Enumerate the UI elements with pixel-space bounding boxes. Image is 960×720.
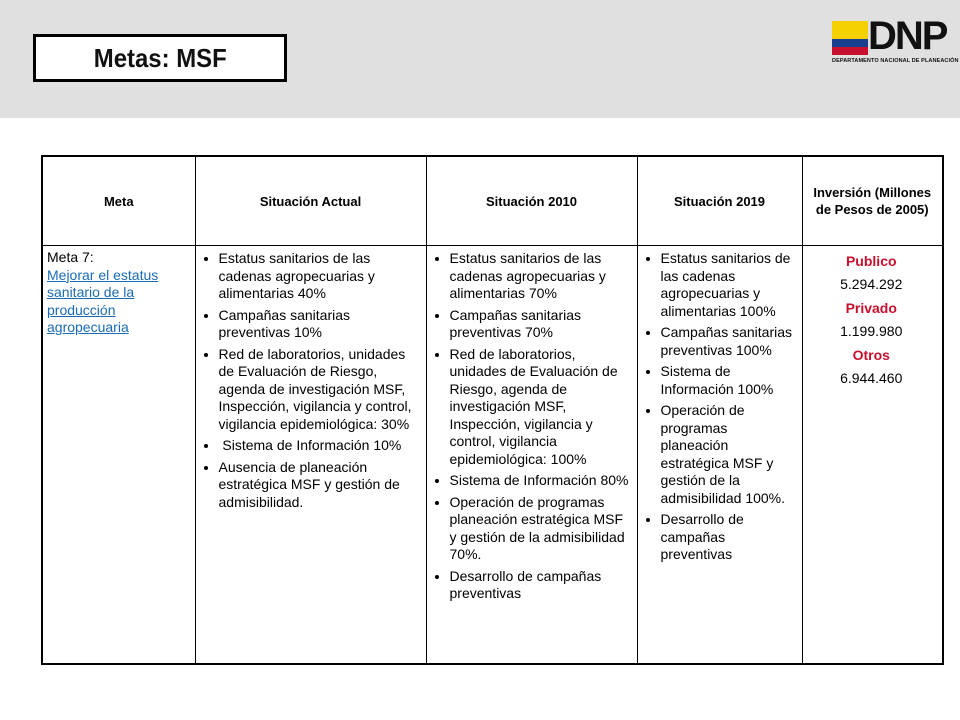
situacion-2019-cell bbox=[637, 246, 802, 665]
column-header-situacion-actual: Situación Actual bbox=[195, 156, 426, 246]
goals-table bbox=[41, 155, 944, 665]
logo-subtitle: DEPARTAMENTO NACIONAL DE PLANEACIÓN bbox=[832, 58, 959, 64]
list-item: • Campañas sanitarias preventivas 10% bbox=[219, 307, 420, 342]
list-item: • Red de laboratorios, unidades de Evaluación de Riesgo, agenda de investigación MSF, Inspección, vigilancia y control, vigilancia epidemiológica: 30% bbox=[219, 346, 420, 434]
list-item: • Estatus sanitarios de las cadenas agropecuarias y alimentarias 70% bbox=[450, 250, 631, 303]
list-item: • Campañas sanitarias preventivas 70% bbox=[450, 307, 631, 342]
column-header-inversion: Inversión (Millones de Pesos de 2005) bbox=[802, 156, 943, 246]
list-item: • Ausencia de planeación estratégica MSF y gestión de admisibilidad. bbox=[219, 459, 420, 512]
inversion-value-publico: 5.294.292 bbox=[840, 276, 903, 292]
table-row bbox=[42, 246, 943, 665]
list-item: • Sistema de Información 80% bbox=[450, 472, 631, 490]
meta-label: Meta 7: bbox=[47, 249, 94, 265]
flag-blue-stripe bbox=[832, 39, 868, 47]
situacion-2010-cell bbox=[426, 246, 637, 665]
logo-wordmark: DNP bbox=[868, 14, 947, 58]
situacion-2019-list bbox=[642, 250, 796, 564]
inversion-value-privado: 1.199.980 bbox=[840, 323, 903, 339]
inversion-label-privado: Privado bbox=[845, 300, 897, 316]
inversion-label-otros: Otros bbox=[852, 347, 890, 363]
list-item: • Campañas sanitarias preventivas 100% bbox=[661, 324, 796, 359]
flag-yellow-stripe bbox=[832, 21, 868, 39]
situacion-actual-list bbox=[200, 250, 420, 511]
list-item: • Desarrollo de campañas preventivas bbox=[661, 511, 796, 564]
title-box bbox=[33, 34, 287, 82]
list-item: • Red de laboratorios, unidades de Evaluación de Riesgo, agenda de investigación MSF, Inspección, vigilancia y control, vigilancia epidemiológica: 100% bbox=[450, 346, 631, 469]
meta-cell bbox=[42, 246, 195, 665]
column-header-situacion-2019: Situación 2019 bbox=[637, 156, 802, 246]
column-header-meta: Meta bbox=[42, 156, 195, 246]
column-header-situacion-2010: Situación 2010 bbox=[426, 156, 637, 246]
dnp-logo bbox=[832, 14, 959, 68]
flag-red-stripe bbox=[832, 47, 868, 55]
situacion-actual-cell bbox=[195, 246, 426, 665]
page-title: Metas: MSF bbox=[93, 42, 227, 73]
list-item: • Desarrollo de campañas preventivas bbox=[450, 568, 631, 603]
list-item: • Operación de programas planeación estratégica MSF y gestión de la admisibilidad 100%. bbox=[661, 402, 796, 507]
list-item: • Estatus sanitarios de las cadenas agropecuarias y alimentarias 40% bbox=[219, 250, 420, 303]
inversion-label-publico: Publico bbox=[845, 253, 897, 269]
table-header-row bbox=[42, 156, 943, 246]
list-item: • Sistema de Información 10% bbox=[219, 437, 420, 455]
meta-goal-link[interactable]: Mejorar el estatus sanitario de la producción agropecuaria bbox=[47, 266, 159, 335]
inversion-cell bbox=[802, 246, 943, 665]
list-item: • Sistema de Información 100% bbox=[661, 363, 796, 398]
situacion-2010-list bbox=[431, 250, 631, 603]
inversion-value-otros: 6.944.460 bbox=[840, 370, 903, 386]
list-item: • Estatus sanitarios de las cadenas agropecuarias y alimentarias 100% bbox=[661, 250, 796, 320]
list-item: • Operación de programas planeación estratégica MSF y gestión de la admisibilidad 70%. bbox=[450, 494, 631, 564]
